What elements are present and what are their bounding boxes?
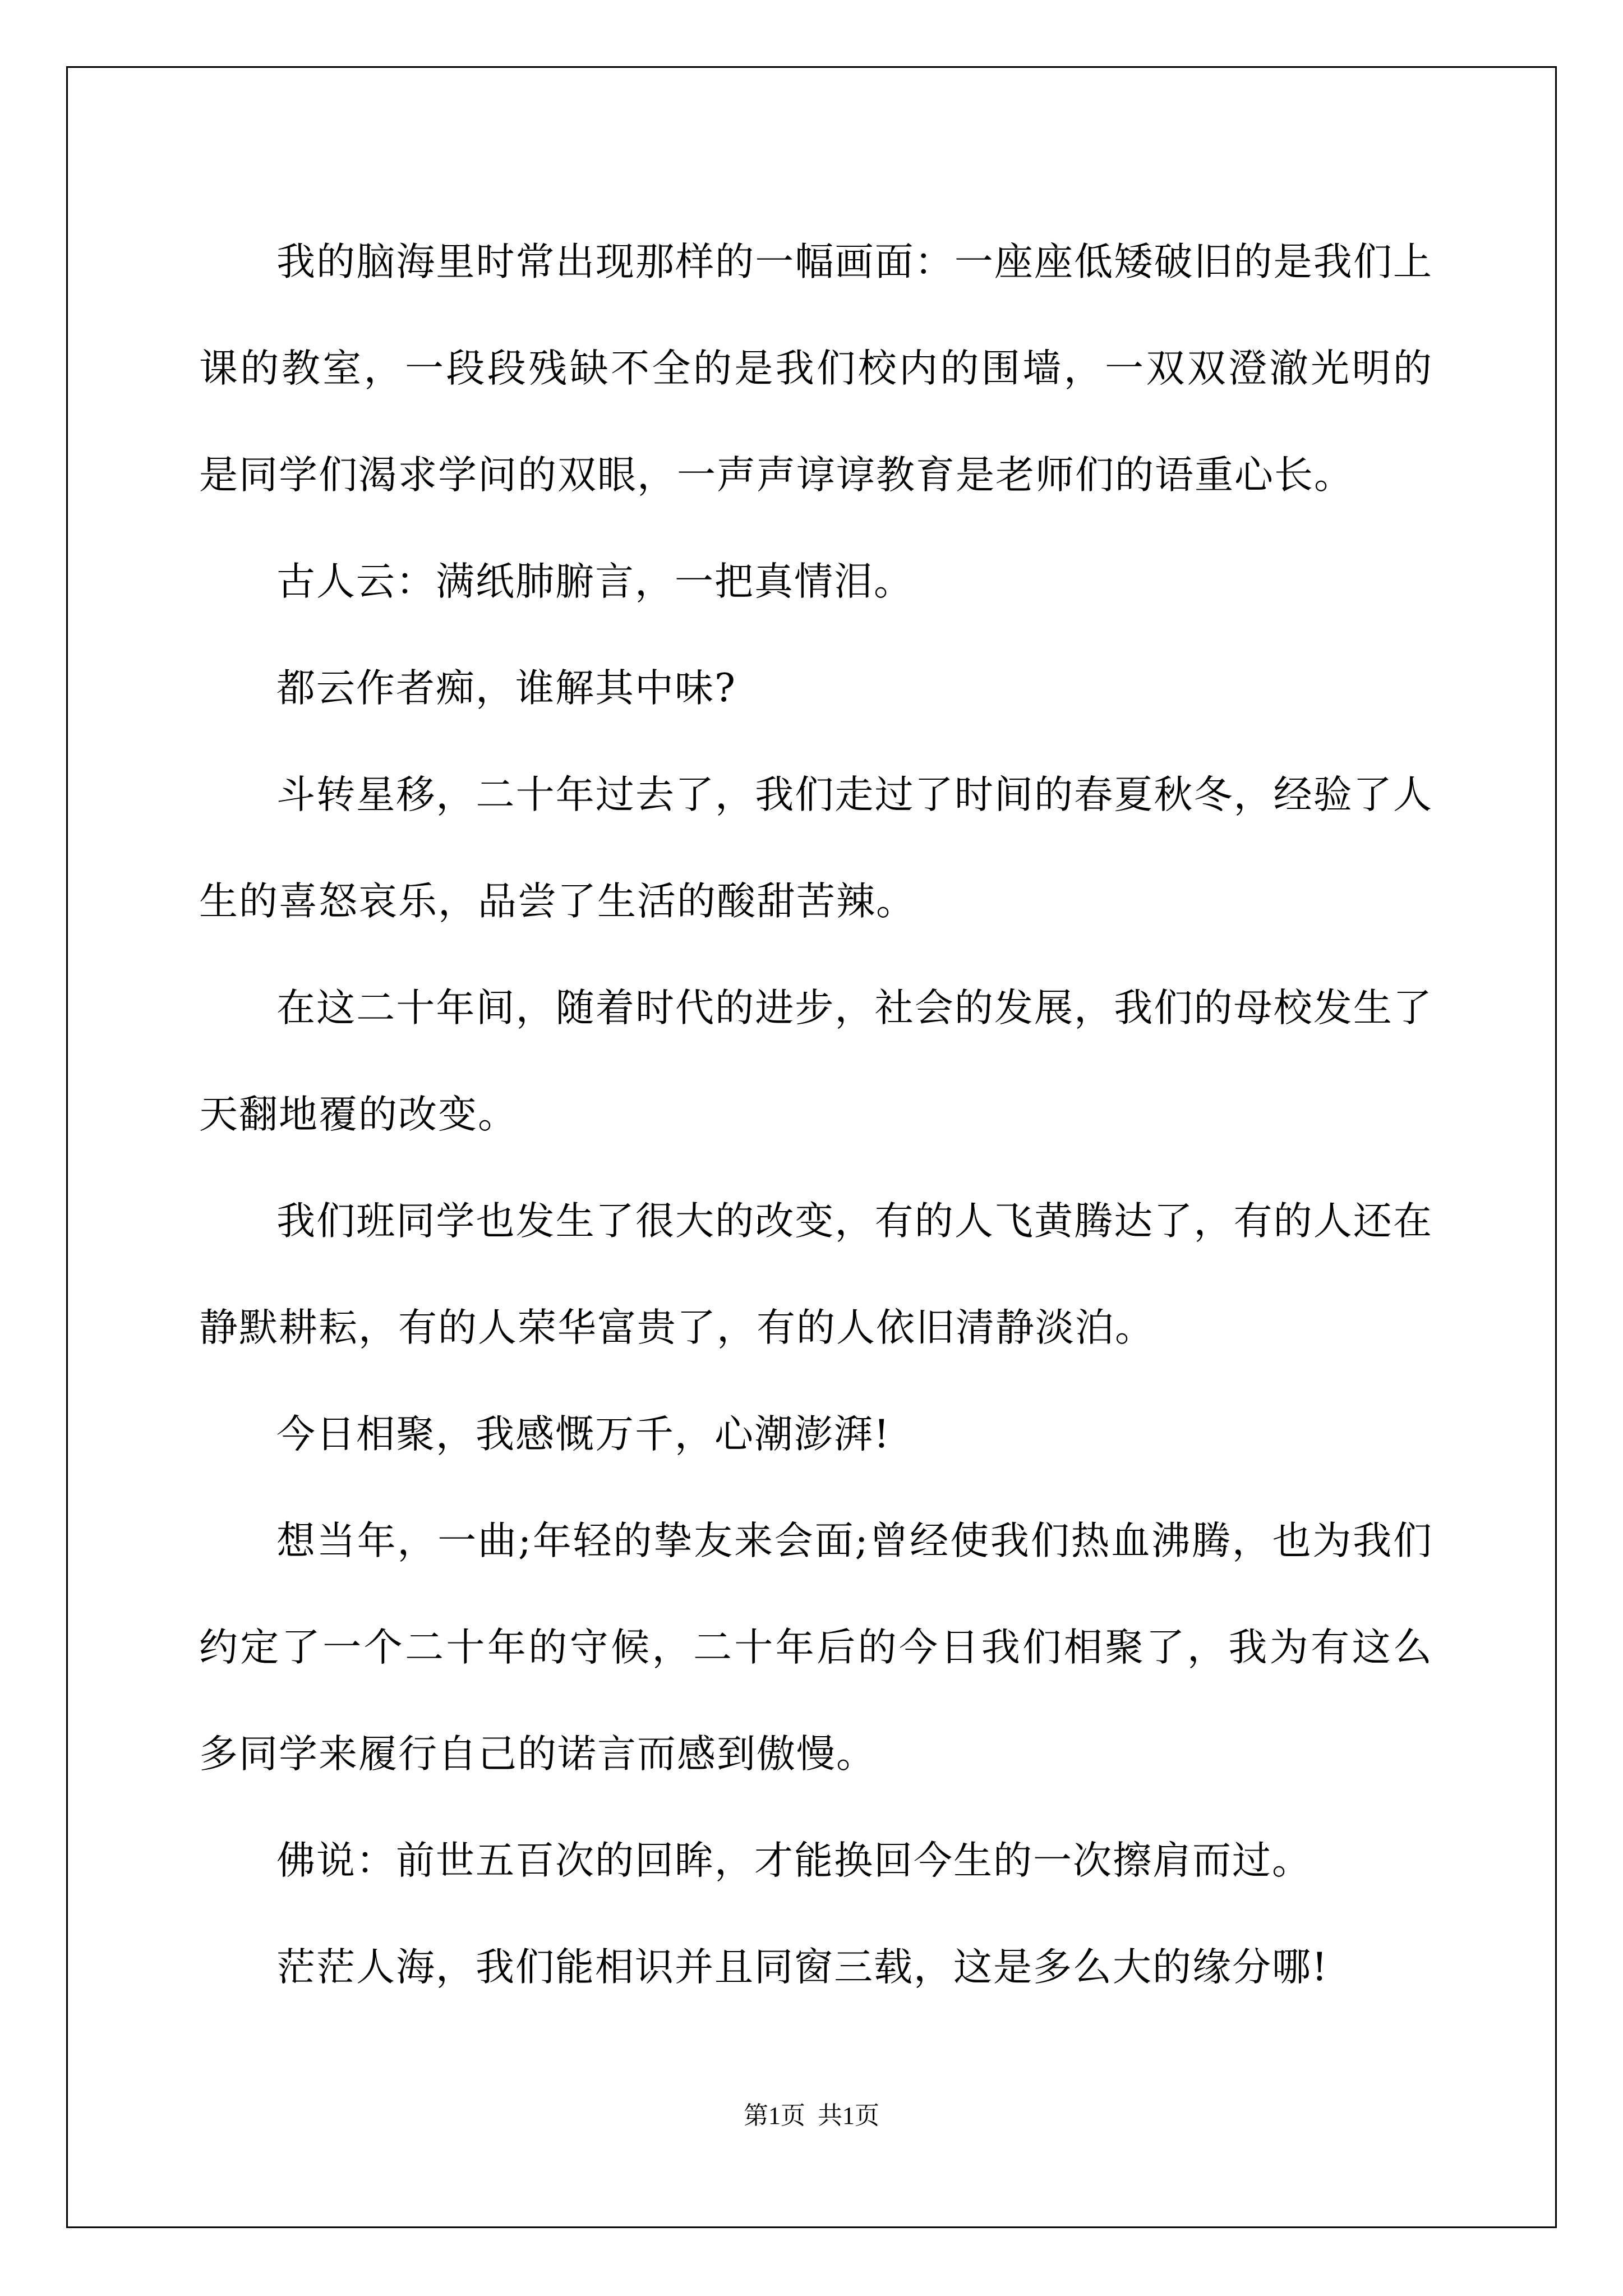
paragraph: 佛说：前世五百次的回眸，才能换回今生的一次擦肩而过。 [276, 1838, 1312, 1883]
paragraph: 茫茫人海，我们能相识并且同窗三载，这是多么大的缘分哪! [276, 1945, 1329, 1990]
paragraph: 我的脑海里时常出现那样的一幅画面：一座座低矮破旧的是我们上课的教室，一段段残缺不全的是我们校内的围墙，一双双澄澈光明的是同学们渴求学问的双眼，一声声谆谆教育是老师们的语重心长。 [199, 240, 1433, 498]
document-body [199, 209, 1433, 2021]
paragraph: 今日相聚，我感慨万千，心潮澎湃! [276, 1412, 891, 1457]
paragraph: 想当年，一曲;年轻的挚友来会面;曾经使我们热血沸腾，也为我们约定了一个二十年的守候，二十年后的今日我们相聚了，我为有这么多同学来履行自己的诺言而感到傲慢。 [199, 1519, 1433, 1777]
paragraph: 古人云：满纸肺腑言，一把真情泪。 [276, 559, 914, 604]
page-footer: 第1页 共1页 [744, 2102, 879, 2129]
paragraph: 我们班同学也发生了很大的改变，有的人飞黄腾达了，有的人还在静默耕耘，有的人荣华富贵了，有的人依旧清静淡泊。 [199, 1199, 1433, 1350]
paragraph: 都云作者痴，谁解其中味? [276, 666, 736, 711]
paragraph: 在这二十年间，随着时代的进步，社会的发展，我们的母校发生了天翻地覆的改变。 [199, 986, 1433, 1137]
paragraph: 斗转星移，二十年过去了，我们走过了时间的春夏秋冬，经验了人生的喜怒哀乐，品尝了生活的酸甜苦辣。 [199, 772, 1433, 924]
